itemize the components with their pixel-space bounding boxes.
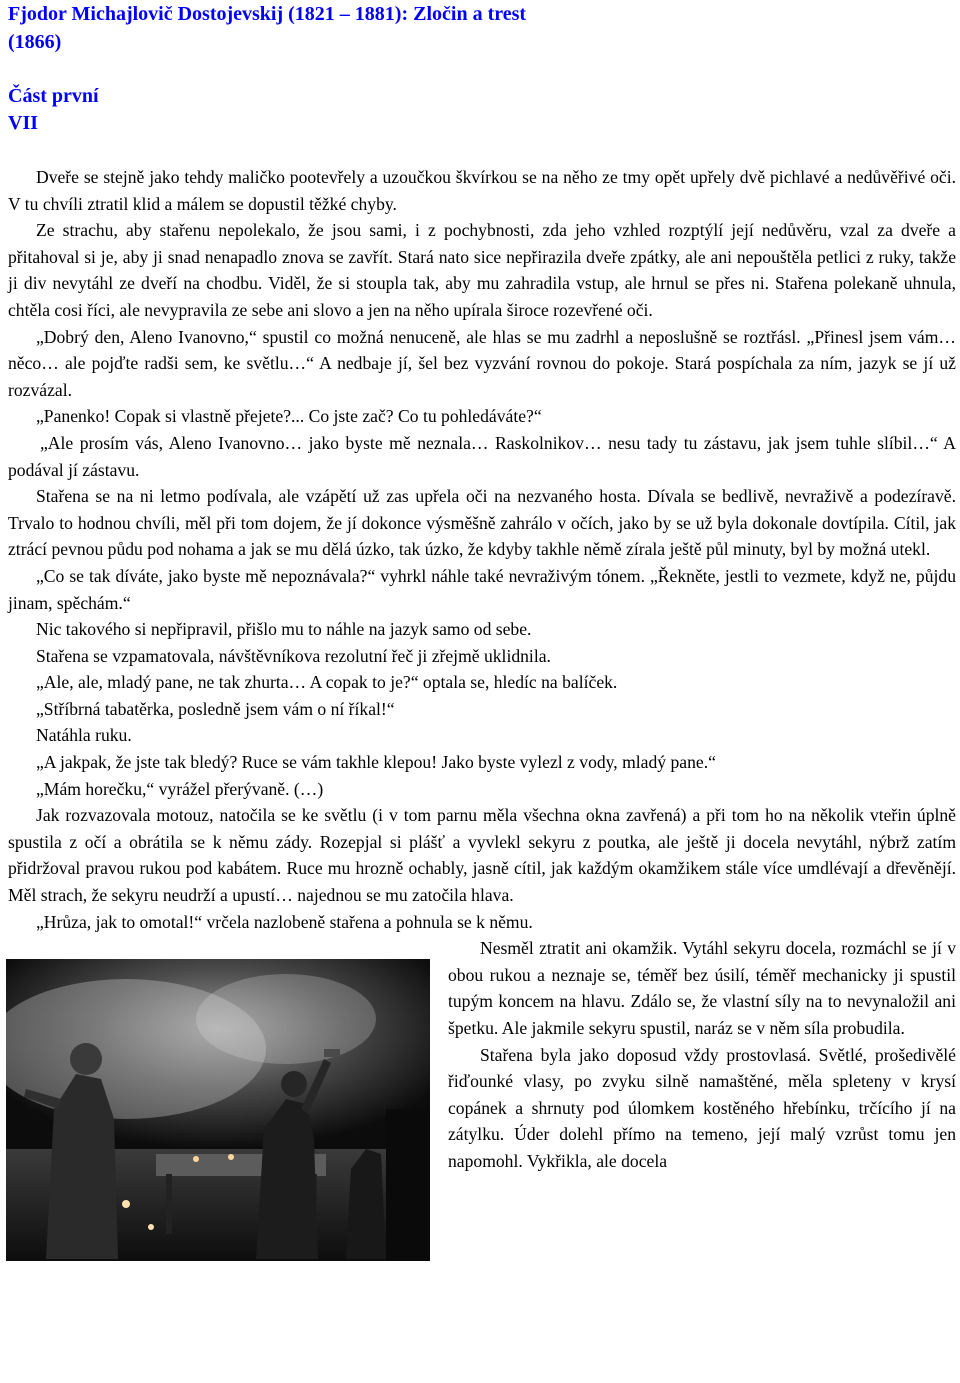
- chapter-heading: VII: [8, 112, 39, 134]
- paragraph: „Mám horečku,“ vyrážel přerývaně. (…): [36, 778, 324, 799]
- paragraph: Nic takového si nepřipravil, přišlo mu to náhle na jazyk samo od sebe.: [36, 619, 532, 640]
- paragraph: „Co se tak díváte, jako byste mě nepoznávala?“ vyhrkl náhle také nevraživým tónem. „Řekněte, jestli to vezmete, když ne, půjdu jinam, spěchám.“: [8, 565, 956, 613]
- paragraph: „Stříbrná tabatěrka, posledně jsem vám o ní říkal!“: [36, 698, 395, 719]
- photo-illustration: [6, 959, 430, 1261]
- theatre-scene-photo: [6, 959, 430, 1261]
- paragraph: „Dobrý den, Aleno Ivanovno,“ spustil co možná nenuceně, ale hlas se mu zadrhl a neposlušně se roztřásl. „Přinesl jsem vám… něco… ale pojďte radši sem, ke světlu…“ A nedbaje jí, šel bez vyzvání rovnou do pokoje. Stará pospíchala za ním, jazyk se jí už rozvázal.: [8, 326, 956, 400]
- paragraph: Stařena se na ni letmo podívala, ale vzápětí už zas upřela oči na nezvaného hosta. Dívala se bedlivě, nevraživě a podezíravě. Trvalo to hodnou chvíli, měl při tom dojem, že jí dokonce výsměšně zahrálo v očích, jako by se už byla dokonale dovtípila. Cítil, jak ztrácí pevnou půdu pod nohama a jak se mu dělá úzko, tak úzko, že kdyby takhle němě zírala ještě půl minuty, byl by možná utekl.: [8, 486, 956, 560]
- paragraph: Nesměl ztratit ani okamžik. Vytáhl sekyru docela, rozmáchl se jí v obou rukou a neznaje se, téměř bez úsilí, téměř mechanicky ji spustil tupým koncem na hlavu. Zdálo se, že vlastní síly na to nevynaložil ani špetku. Ale jakmile sekyru spustil, naráz se v něm síla probudila.: [448, 938, 956, 1038]
- paragraph: „Ale prosím vás, Aleno Ivanovno… jako byste mě neznala… Raskolnikov… nesu tady tu zástavu, jak jsem tuhle slíbil…“ A podával jí zástavu.: [8, 432, 956, 480]
- document-page: [8, 0, 956, 1261]
- paragraph: Dveře se stejně jako tehdy maličko pootevřely a uzoučkou škvírkou se na něho ze tmy opět upřely dvě pichlavé a nedůvěřivé oči. V tu chvíli ztratil klid a málem se dopustil těžké chyby.: [8, 167, 956, 214]
- book-title-line-2: (1866): [8, 31, 62, 53]
- paragraph: Stařena byla jako doposud vždy prostovlasá. Světlé, prošedivělé řiďounké vlasy, po zvyku silně namaštěné, měla spleteny v krysí copánek a shrnuty pod úlomkem kostěného hřebínku, trčícího jí na zátylku. Úder dolehl přímo na temeno, její malý vzrůst tomu jen napomohl. Vykřikla, ale docela: [448, 1044, 956, 1171]
- paragraph: Natáhla ruku.: [36, 725, 132, 746]
- figure-section: [8, 935, 956, 1174]
- paragraph: Stařena se vzpamatovala, návštěvníkova rezolutní řeč ji zřejmě uklidnila.: [36, 645, 551, 666]
- spacer: [8, 56, 956, 83]
- paragraph: „Ale, ale, mladý pane, ne tak zhurta… A copak to je?“ optala se, hledíc na balíček.: [36, 672, 618, 693]
- part-heading: Část první: [8, 85, 99, 107]
- paragraph: Jak rozvazovala motouz, natočila se ke světlu (i v tom parnu měla všechna okna zavřená) a při tom ho na několik vteřin úplně spustila z očí a obrátila se k němu zády. Rozepjal si plášť a vyvlekl sekyru z poutka, ale ještě ji docela nevytáhl, nýbrž zatím přidržoval pravou rukou pod kabátem. Ruce mu hrozně ochably, jasně cítil, jak každým okamžikem stále více umdlévají a dřevěnějí. Měl strach, že sekyru neudrží a upustí… najednou se mu zatočila hlava.: [8, 805, 956, 906]
- paragraph: „A jakpak, že jste tak bledý? Ruce se vám takhle klepou! Jako byste vylezl z vody, mladý pane.“: [36, 752, 716, 773]
- paragraph: Ze strachu, aby stařenu nepolekalo, že jsou sami, i z pochybnosti, zda jeho vzhled rozptýlí její nedůvěru, vzal za dveře a přitahoval si je, aby ji snad nenapadlo znova se zavřít. Stará nato sice nepřirazila dveře zpátky, ale ani nepouštěla petlici z ruky, takže ji div nevytáhl ze dveří na chodbu. Viděl, že si stoupla tak, aby mu zahradila vstup, ale hrnul se přes ni. Stařena polekaně uhnula, chtěla cosi říci, ale nevypravila ze sebe ani slovo a jen na něho upírala široce rozevřené oči.: [8, 220, 956, 320]
- spacer: [8, 137, 956, 164]
- paragraph: „Panenko! Copak si vlastně přejete?... Co jste zač? Co tu pohledáváte?“: [36, 406, 542, 427]
- text-body: [8, 164, 956, 1175]
- book-title-line-1: Fjodor Michajlovič Dostojevskij (1821 – 1881): Zločin a trest: [8, 3, 527, 25]
- paragraph: „Hrůza, jak to omotal!“ vrčela nazlobeně stařena a pohnula se k němu.: [36, 911, 533, 932]
